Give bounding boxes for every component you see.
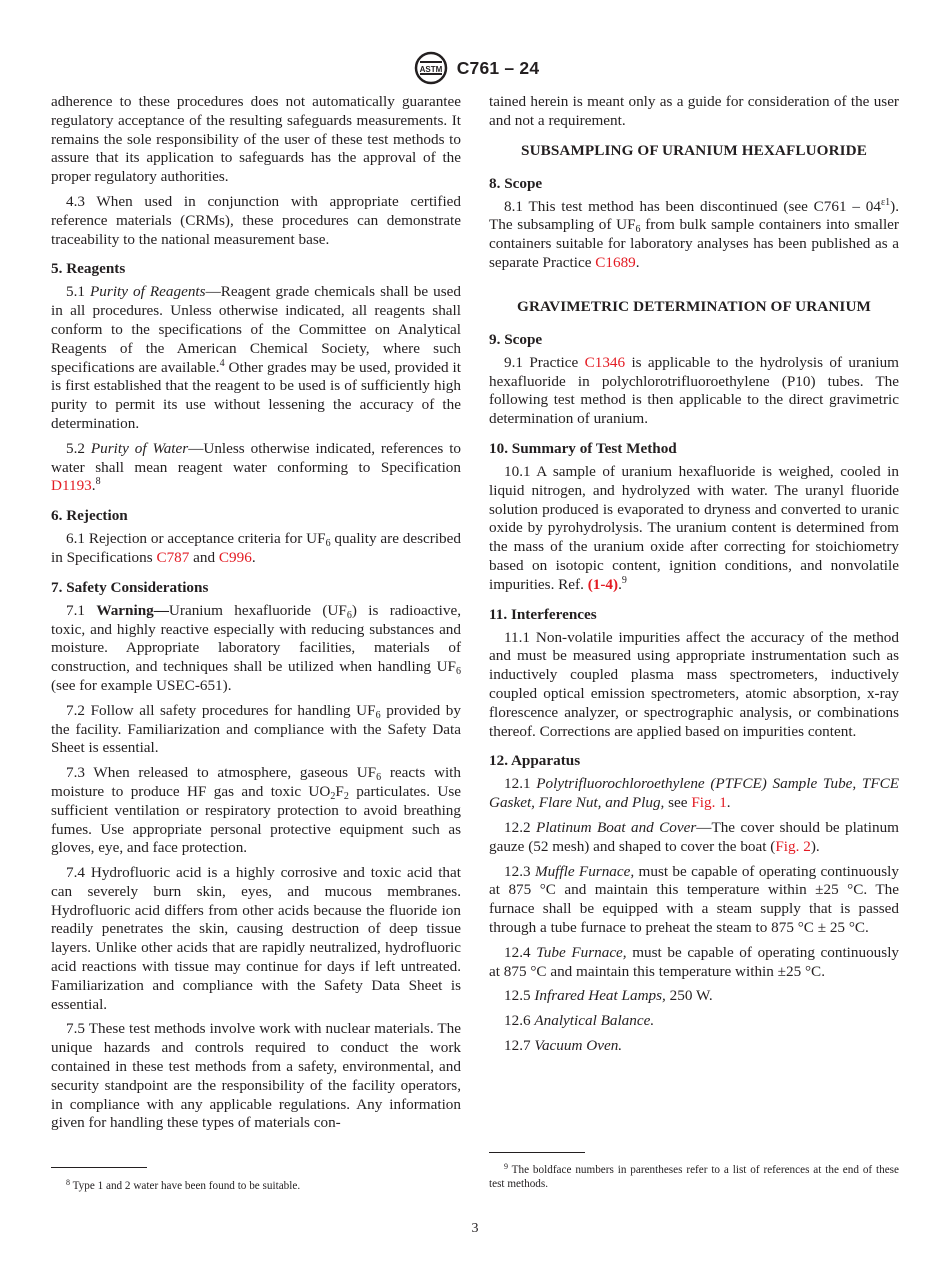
paragraph-7-2: 7.2 Follow all safety procedures for handling $UF_6$ provided by the facility. Familiarization and compliance with the Safety Data Sheet is essential.: [51, 701, 461, 757]
heading-11-interferences: 11. Interferences: [489, 605, 597, 623]
paragraph-7-5-continued: tained herein is meant only as a guide for consideration of the user and not a requirement.: [489, 93, 899, 129]
paragraph-5-2: 5.2 Purity of Water—Unless otherwise indicated, references to water shall mean reagent water conforming to Specification D1193.$^8$: [51, 439, 462, 495]
section-title-subsampling: SUBSAMPLING OF URANIUM HEXAFLUORIDE: [521, 141, 867, 159]
link-d1193[interactable]: D1193: [51, 477, 92, 495]
heading-7-safety: 7. Safety Considerations: [51, 578, 209, 596]
paragraph-12-6: 12.6 Analytical Balance.: [504, 1012, 655, 1030]
link-c1689[interactable]: C1689: [595, 253, 636, 271]
page-header: [0, 50, 950, 86]
right-column: [489, 93, 899, 1062]
paragraph-7-1: 7.1 Warning—Uranium hexafluoride $(UF_6)$ is radioactive, toxic, and highly reactive especially with reducing substances and moisture. Appropriate laboratory facilities, materials of construction, and techniques shall be utilized when handling $UF_6$ (see for example USEC-651).: [51, 601, 461, 694]
footnote-rule-right: [489, 1152, 585, 1153]
paragraph-4-2-continued: adherence to these procedures does not automatically guarantee regulatory acceptance of the resulting safeguards measurements. It remains the sole responsibility of the user of these test methods to assure that its application to safeguards has the approval of the proper regulatory authorities.: [51, 93, 461, 186]
left-column: [51, 93, 461, 1139]
paragraph-8-1: 8.1 This test method has been discontinued (see $C761 - 04^{\varepsilon 1}$). The subsampling of $UF_6$ from bulk sample containers into smaller containers suitable for laboratory analyses has been published as a separate Practice C1689.: [489, 196, 899, 271]
paragraph-12-1: 12.1 Polytrifluorochloroethylene (PTFCE) Sample Tube, TFCE Gasket, Flare Nut, and Plug, see Fig. 1.: [489, 775, 900, 812]
paragraph-5-1: 5.1 Purity of Reagents—Reagent grade chemicals shall be used in all procedures. Unless otherwise indicated, all reagents shall conform to the specifications of the Committee on Analytical Reagents of the American Chemical Society, where such specifications are available.$^4$ Other grades may be used, provided it is first established that the reagent to be used is of sufficiently high purity to permit its use without lessening the accuracy of the determination.: [51, 283, 462, 432]
heading-9-scope: 9. Scope: [489, 330, 543, 348]
footnote-ref-9: 9: [621, 574, 627, 586]
paragraph-6-1: 6.1 Rejection or acceptance criteria for $UF_6$ quality are described in Specifications C787 and C996.: [51, 530, 461, 566]
paragraph-12-2: 12.2 Platinum Boat and Cover—The cover should be platinum gauze (52 mesh) and shaped to cover the boat (Fig. 2).: [489, 818, 899, 855]
astm-logo-icon: [411, 50, 451, 86]
paragraph-10-1: 10.1 A sample of uranium hexafluoride is weighed, cooled in liquid nitrogen, and hydrolyzed with water. The uranyl fluoride solution produced is evaporated to dryness and converted to uranic oxide by pyrohydrolysis. The uranium content is determined from the mass of the uranium oxide after correcting for stoichiometry based on isotopic content, ignition conditions, and nonvolatile impurities. Ref. (1-4).$^9$: [489, 462, 899, 593]
footnote-ref-4: 4: [219, 357, 225, 369]
heading-8-scope: 8. Scope: [489, 174, 543, 192]
footnote-rule-left: [51, 1167, 147, 1168]
paragraph-7-4: 7.4 Hydrofluoric acid is a highly corrosive and toxic acid that can severely burn skin, eyes, and mucous membranes. Hydrofluoric acid differs from other acids because the fluoride ion readily penetrates the skin, causing destruction of deep tissue layers. Unlike other acids that are rapidly neutralized, hydrofluoric acid reactions with tissue may continue for days if left untreated. Familiarization and compliance with the Safety Data Sheet is essential.: [51, 864, 461, 1013]
heading-6-rejection: 6. Rejection: [51, 507, 128, 525]
link-fig-2[interactable]: Fig. 2: [775, 837, 811, 855]
footnote-8: $^8$ Type 1 and 2 water have been found to be suitable.: [66, 1178, 301, 1192]
document-designation: C761 – 24: [456, 57, 540, 78]
link-c787[interactable]: C787: [156, 548, 190, 566]
paragraph-12-3: 12.3 Muffle Furnace, must be capable of operating continuously at 875 °C and maintain this temperature within ±25 °C. The furnace shall be equipped with a steam supply that is passed through a tube furnace to preheat the steam to 875 °C ± 25 °C.: [489, 862, 899, 936]
link-ref-1-4[interactable]: (1-4): [587, 575, 619, 593]
page-number: 3: [471, 1221, 479, 1236]
link-fig-1[interactable]: Fig. 1: [691, 794, 727, 812]
paragraph-11-1: 11.1 Non-volatile impurities affect the accuracy of the method and must be measured using appropriate instrumentation such as inductively coupled plasma mass spectrometers, inductively coupled optical emission spectrometers, atomic absorption, x-ray florescence analyzer, or spectrographic analysis, or combinations thereof. Corrections are applied based on impurities content.: [489, 628, 899, 740]
paragraph-12-4: 12.4 Tube Furnace, must be capable of operating continuously at 875 °C and maintain this temperature within ±25 °C.: [489, 943, 900, 980]
section-title-gravimetric: GRAVIMETRIC DETERMINATION OF URANIUM: [517, 297, 871, 315]
paragraph-7-5: 7.5 These test methods involve work with nuclear materials. The unique hazards and controls required to conduct the work contained in these test methods from a safety, environmental, and security standpoint are the responsibility of the facility operators, in compliance with any applicable regulations. Any information given for handling these types of materials con-: [51, 1020, 461, 1132]
link-c1346[interactable]: C1346: [584, 353, 626, 371]
heading-12-apparatus: 12. Apparatus: [489, 752, 581, 770]
paragraph-12-5: 12.5 Infrared Heat Lamps, 250 W.: [504, 987, 713, 1005]
footnote-9: $^9$ The boldface numbers in parentheses refer to a list of references at the end of these test methods.: [489, 1162, 899, 1190]
paragraph-12-7: 12.7 Vacuum Oven.: [504, 1036, 623, 1054]
footnote-ref-8: 8: [95, 476, 101, 488]
link-c996[interactable]: C996: [218, 548, 252, 566]
paragraph-4-3: 4.3 When used in conjunction with appropriate certified reference materials (CRMs), these procedures can demonstrate traceability to the national measurement base.: [51, 192, 461, 248]
paragraph-9-1: 9.1 Practice C1346 is applicable to the hydrolysis of uranium hexafluoride in polychlorotrifluoroethylene (P10) tubes. The following test method is then applicable to the direct gravimetric determination of uranium.: [489, 353, 899, 428]
paragraph-7-3: 7.3 When released to atmosphere, gaseous $UF_6$ reacts with moisture to produce HF gas and toxic $UO_2F_2$ particulates. Use sufficient ventilation or respiratory protection to avoid breathing fumes. Use appropriate personal protective equipment such as gloves, eye, and face protection.: [51, 764, 461, 857]
heading-10-summary: 10. Summary of Test Method: [489, 439, 677, 457]
svg-text:ASTM: ASTM: [419, 65, 443, 74]
heading-5-reagents: 5. Reagents: [51, 260, 126, 278]
